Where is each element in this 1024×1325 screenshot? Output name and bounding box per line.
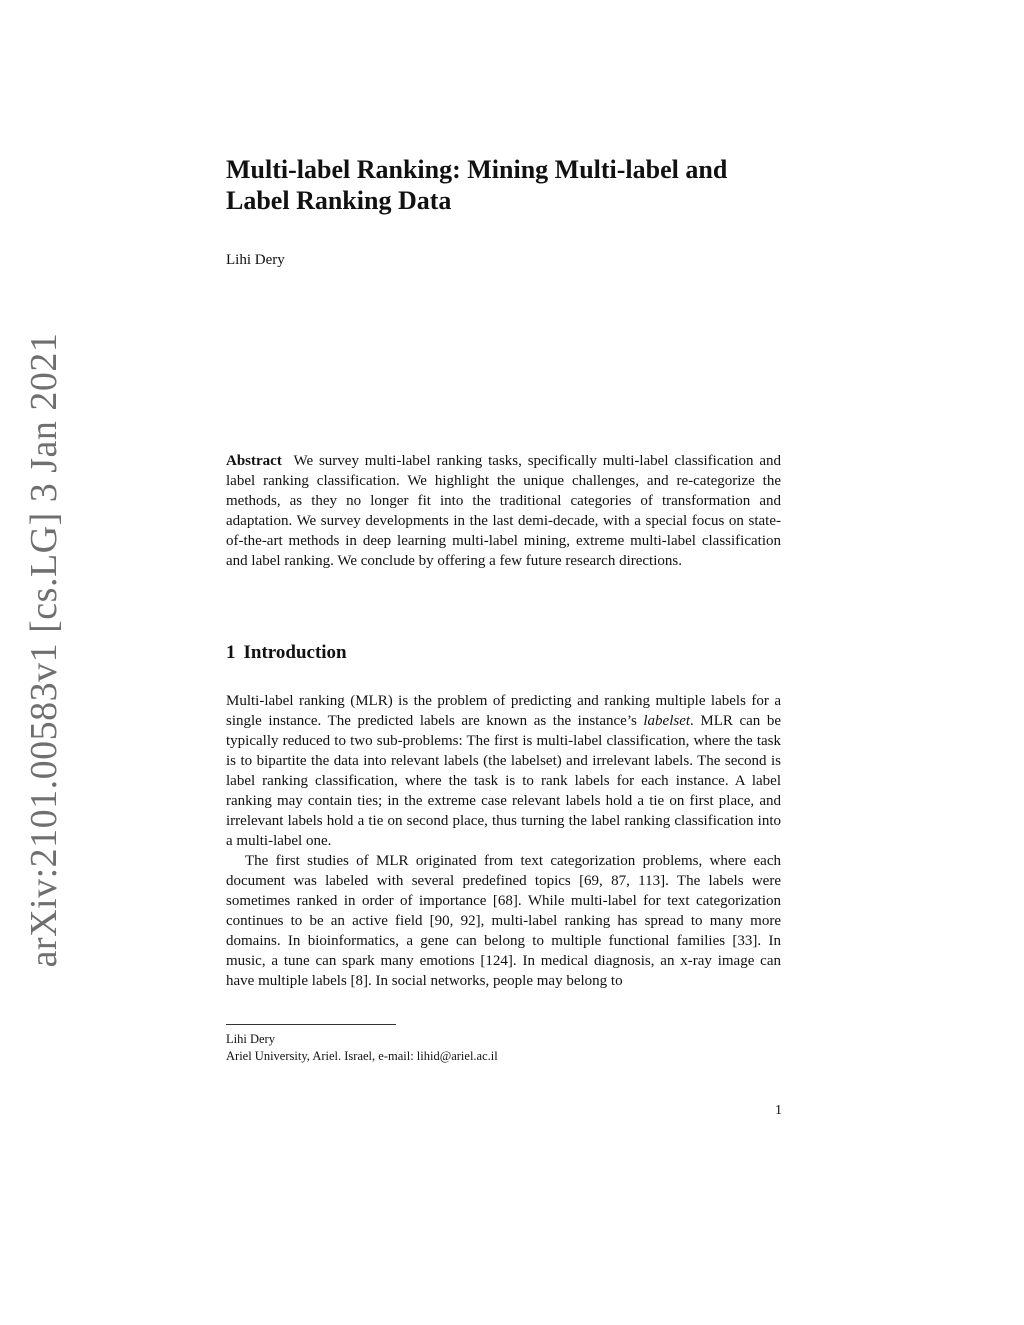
paragraph-1 xyxy=(226,691,781,851)
abstract xyxy=(226,451,781,571)
abstract-label: Abstract xyxy=(226,453,282,469)
paragraph-1-text-a: Multi-label ranking (MLR) is the problem of predicting and ranking multiple labels for a single instance. The predicted labels are known as the instance’s xyxy=(226,693,781,729)
footnote-author: Lihi Dery xyxy=(226,1032,275,1046)
page-number: 1 xyxy=(775,1103,782,1118)
footnote-affiliation: Ariel University, Ariel. Israel, e-mail: lihid@ariel.ac.il xyxy=(226,1049,498,1063)
section-heading xyxy=(226,642,347,664)
footnote-divider xyxy=(226,1024,396,1025)
arxiv-identifier-stamp: arXiv:2101.00583v1 [cs.LG] 3 Jan 2021 xyxy=(23,332,65,968)
section-number: 1 xyxy=(226,642,236,663)
abstract-text: We survey multi-label ranking tasks, specifically multi-label classification and label ranking classification. We highlight the unique challenges, and re-categorize the methods, as they no longer fit into the traditional categories of transformation and adaptation. We survey developments in the last demi-decade, with a special focus on state-of-the-art methods in deep learning multi-label mining, extreme multi-label classification and label ranking. We conclude by offering a few future research directions. xyxy=(226,453,781,569)
footnote xyxy=(226,1031,498,1065)
title-line-1: Multi-label Ranking: Mining Multi-label and xyxy=(226,155,728,184)
paragraph-1-term: labelset xyxy=(643,713,691,729)
section-title: Introduction xyxy=(243,642,347,663)
paper-title xyxy=(226,154,786,216)
section-body xyxy=(226,691,781,991)
paragraph-1-text-b: . MLR can be typically reduced to two sub-problems: The first is multi-label classification, where the task is to bipartite the data into relevant labels (the labelset) and irrelevant labels. The second is label ranking classification, where the task is to rank labels for each instance. A label ranking may contain ties; in the extreme case relevant labels hold a tie on first place, and irrelevant labels hold a tie on second place, thus turning the label ranking classification into a multi-label one. xyxy=(226,713,781,849)
author-name: Lihi Dery xyxy=(226,252,285,268)
title-line-2: Label Ranking Data xyxy=(226,186,452,215)
paragraph-2: The first studies of MLR originated from text categorization problems, where each document was labeled with several predefined topics [69, 87, 113]. The labels were sometimes ranked in order of importance [68]. While multi-label for text categorization continues to be an active field [90, 92], multi-label ranking has spread to many more domains. In bioinformatics, a gene can belong to multiple functional families [33]. In music, a tune can spark many emotions [124]. In medical diagnosis, an x-ray image can have multiple labels [8]. In social networks, people may belong to xyxy=(226,853,781,989)
